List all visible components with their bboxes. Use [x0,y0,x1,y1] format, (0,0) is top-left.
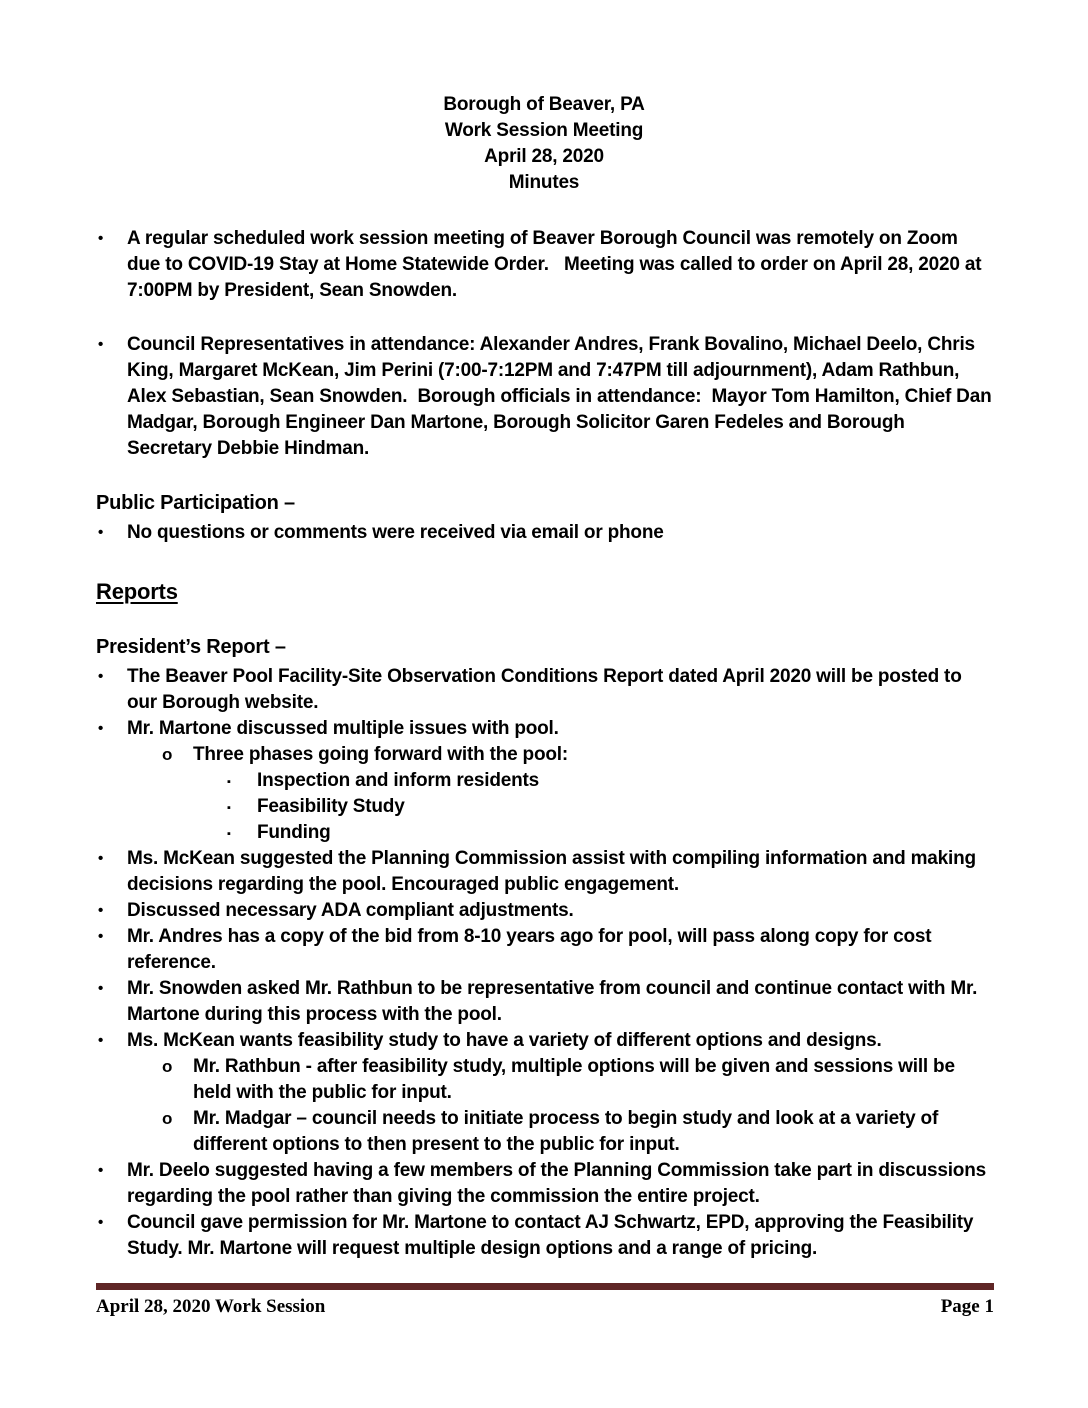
list-item [96,1106,992,1158]
list-item [96,768,992,794]
presidents-report-bullet-list [96,664,992,1262]
list-item [96,1158,992,1210]
document-title-block [96,92,992,196]
list-item-text: Feasibility Study [257,796,405,817]
bullet-icon: • [98,850,104,867]
doc-title-line-org: Borough of Beaver, PA [443,94,645,115]
list-item-text: Inspection and inform residents [257,770,540,791]
public-participation-bullet-list [96,520,992,546]
doc-title-line-minutes: Minutes [508,172,580,193]
list-item-text: Mr. Madgar – council needs to initiate process to begin study and look at a variety of different options to then present to the public for input. [193,1108,944,1155]
list-item-text: Mr. Deelo suggested having a few members of the Planning Commission take part in discussions regarding the pool rather than giving the commission the entire project. [127,1160,992,1207]
bullet-icon: • [98,980,104,997]
bullet-icon: o [162,745,173,764]
list-item-text: No questions or comments were received via email or phone [127,522,664,543]
list-item-text: Mr. Martone discussed multiple issues with pool. [127,718,559,739]
list-item [96,332,997,462]
list-item-text: The Beaver Pool Facility-Site Observation Conditions Report dated April 2020 will be posted to our Borough website. [127,666,967,713]
doc-title-line-meeting: Work Session Meeting [444,120,644,141]
list-item [96,924,992,976]
list-item [96,1028,992,1054]
list-item-text: Ms. McKean wants feasibility study to have a variety of different options and designs. [127,1030,882,1051]
bullet-icon: • [98,524,104,541]
bullet-icon: ▪ [227,802,231,814]
list-item [96,226,992,304]
footer-divider-rule [96,1283,994,1290]
bullet-icon: ▪ [227,828,231,840]
public-participation-heading: Public Participation – [96,492,295,514]
presidents-report-heading: President’s Report – [96,636,286,658]
bullet-icon: • [98,1162,104,1179]
bullet-icon: • [98,720,104,737]
list-item [96,1054,992,1106]
footer-text-row [96,1295,994,1319]
intro-bullet-list [96,226,997,462]
doc-title-line-date: April 28, 2020 [484,146,604,167]
reports-heading: Reports [96,579,178,604]
presidents-report-section [96,634,992,1262]
public-participation-section [96,490,992,546]
list-item [96,898,992,924]
bullet-icon: • [98,668,104,685]
bullet-icon: o [162,1109,173,1128]
list-item [96,520,992,546]
list-item [96,976,992,1028]
list-item [96,820,992,846]
bullet-icon: • [98,230,104,247]
list-item [96,664,992,716]
list-item [96,742,992,768]
list-item-text: Mr. Snowden asked Mr. Rathbun to be representative from council and continue contact with Mr. Martone during this process with the pool. [127,978,983,1025]
list-item-text: Mr. Rathbun - after feasibility study, multiple options will be given and sessions will be held with the public for input. [193,1056,960,1103]
list-item [96,794,992,820]
bullet-icon: • [98,902,104,919]
list-item-text: Three phases going forward with the pool: [193,744,568,765]
list-item [96,846,992,898]
bullet-icon: • [98,928,104,945]
bullet-icon: • [98,1214,104,1231]
bullet-icon: • [98,1032,104,1049]
list-item-text: Ms. McKean suggested the Planning Commission assist with compiling information and making decisions regarding the pool. Encouraged public engagement. [127,848,982,895]
list-item [96,716,992,742]
list-item [96,1210,992,1262]
list-item-text: Funding [257,822,331,843]
footer-session-label: April 28, 2020 Work Session [96,1296,326,1317]
list-item-text: Discussed necessary ADA compliant adjustments. [127,900,574,921]
list-item-text: A regular scheduled work session meeting of Beaver Borough Council was remotely on Zoom due to COVID-19 Stay at Home Statewide Order. Meeting was called to order on April 28, 2020 at 7:00PM by President, Sean Snowden. [127,228,987,301]
list-item-text: Council gave permission for Mr. Martone to contact AJ Schwartz, EPD, approving the Feasibility Study. Mr. Martone will request multiple design options and a range of pricing. [127,1212,979,1259]
list-item-text: Council Representatives in attendance: Alexander Andres, Frank Bovalino, Michael Deelo, Chris King, Margaret McKean, Jim Perini (7:00-7:12PM and 7:47PM till adjournment), Adam Rathbun, Alex Sebastian, Sean Snowden. Borough officials in attendance: Mayor Tom Hamilton, Chief Dan Madgar, Borough Engineer Dan Martone, Borough Solicitor Garen Fedeles and Borough Secretary Debbie Hindman. [127,334,997,459]
page-footer [96,1283,994,1319]
bullet-icon: o [162,1057,173,1076]
footer-page-number: Page 1 [940,1296,994,1317]
list-item-text: Mr. Andres has a copy of the bid from 8-10 years ago for pool, will pass along copy for cost reference. [127,926,937,973]
bullet-icon: ▪ [227,776,231,788]
bullet-icon: • [98,336,104,353]
